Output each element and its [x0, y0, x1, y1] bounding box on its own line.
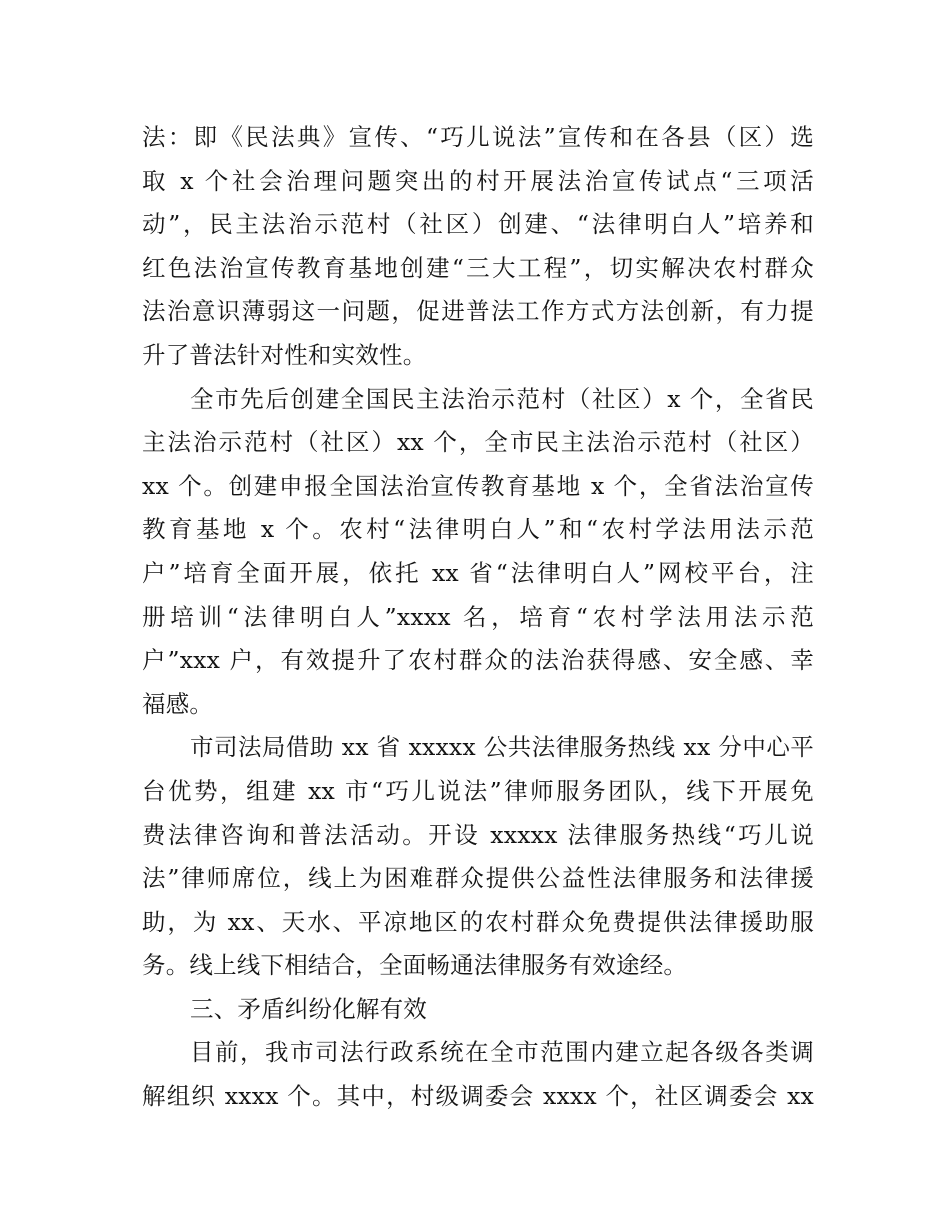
text-line: 教育基地 x 个。农村“法律明白人”和“农村学法用法示范 — [142, 515, 814, 544]
text-line: 升了普法针对性和实效性。 — [142, 340, 427, 369]
document-body — [142, 116, 814, 1119]
text-line: 户”xxx 户，有效提升了农村群众的法治获得感、安全感、幸 — [142, 646, 814, 675]
text-line: 法治意识薄弱这一问题，促进普法工作方式方法创新，有力提 — [142, 297, 814, 326]
text-line: 福感。 — [142, 689, 214, 718]
section-heading: 三、矛盾纠纷化解有效 — [190, 994, 427, 1023]
text-line: 市司法局借助 xx 省 xxxxx 公共法律服务热线 xx 分中心平 — [190, 733, 814, 762]
text-line: xx 个。创建申报全国法治宣传教育基地 x 个，全省法治宣传 — [142, 471, 814, 500]
text-line: 解组织 xxxx 个。其中，村级调委会 xxxx 个，社区调委会 xx — [142, 1082, 814, 1111]
text-line: 主法治示范村（社区）xx 个，全市民主法治示范村（社区） — [142, 428, 814, 457]
text-line: 取 x 个社会治理问题突出的村开展法治宣传试点“三项活 — [142, 166, 814, 195]
text-line: 法：即《民法典》宣传、“巧儿说法”宣传和在各县（区）选 — [142, 123, 814, 151]
text-line: 费法律咨询和普法活动。开设 xxxxx 法律服务热线“巧儿说 — [142, 820, 814, 849]
text-line: 红色法治宣传教育基地创建“三大工程”，切实解决农村群众 — [142, 253, 814, 282]
text-line: 册培训“法律明白人”xxxx 名，培育“农村学法用法示范 — [142, 602, 814, 631]
text-line: 务。线上线下相结合，全面畅通法律服务有效途经。 — [142, 951, 688, 980]
text-line: 助，为 xx、天水、平凉地区的农村群众免费提供法律援助服 — [142, 907, 814, 936]
text-line: 法”律师席位，线上为困难群众提供公益性法律服务和法律援 — [142, 864, 814, 893]
text-line: 目前，我市司法行政系统在全市范围内建立起各级各类调 — [190, 1038, 814, 1067]
text-line: 户”培育全面开展，依托 xx 省“法律明白人”网校平台，注 — [142, 558, 814, 587]
text-line: 动”，民主法治示范村（社区）创建、“法律明白人”培养和 — [142, 210, 814, 239]
text-line: 全市先后创建全国民主法治示范村（社区）x 个，全省民 — [190, 384, 814, 413]
text-line: 台优势，组建 xx 市“巧儿说法”律师服务团队，线下开展免 — [142, 776, 814, 805]
